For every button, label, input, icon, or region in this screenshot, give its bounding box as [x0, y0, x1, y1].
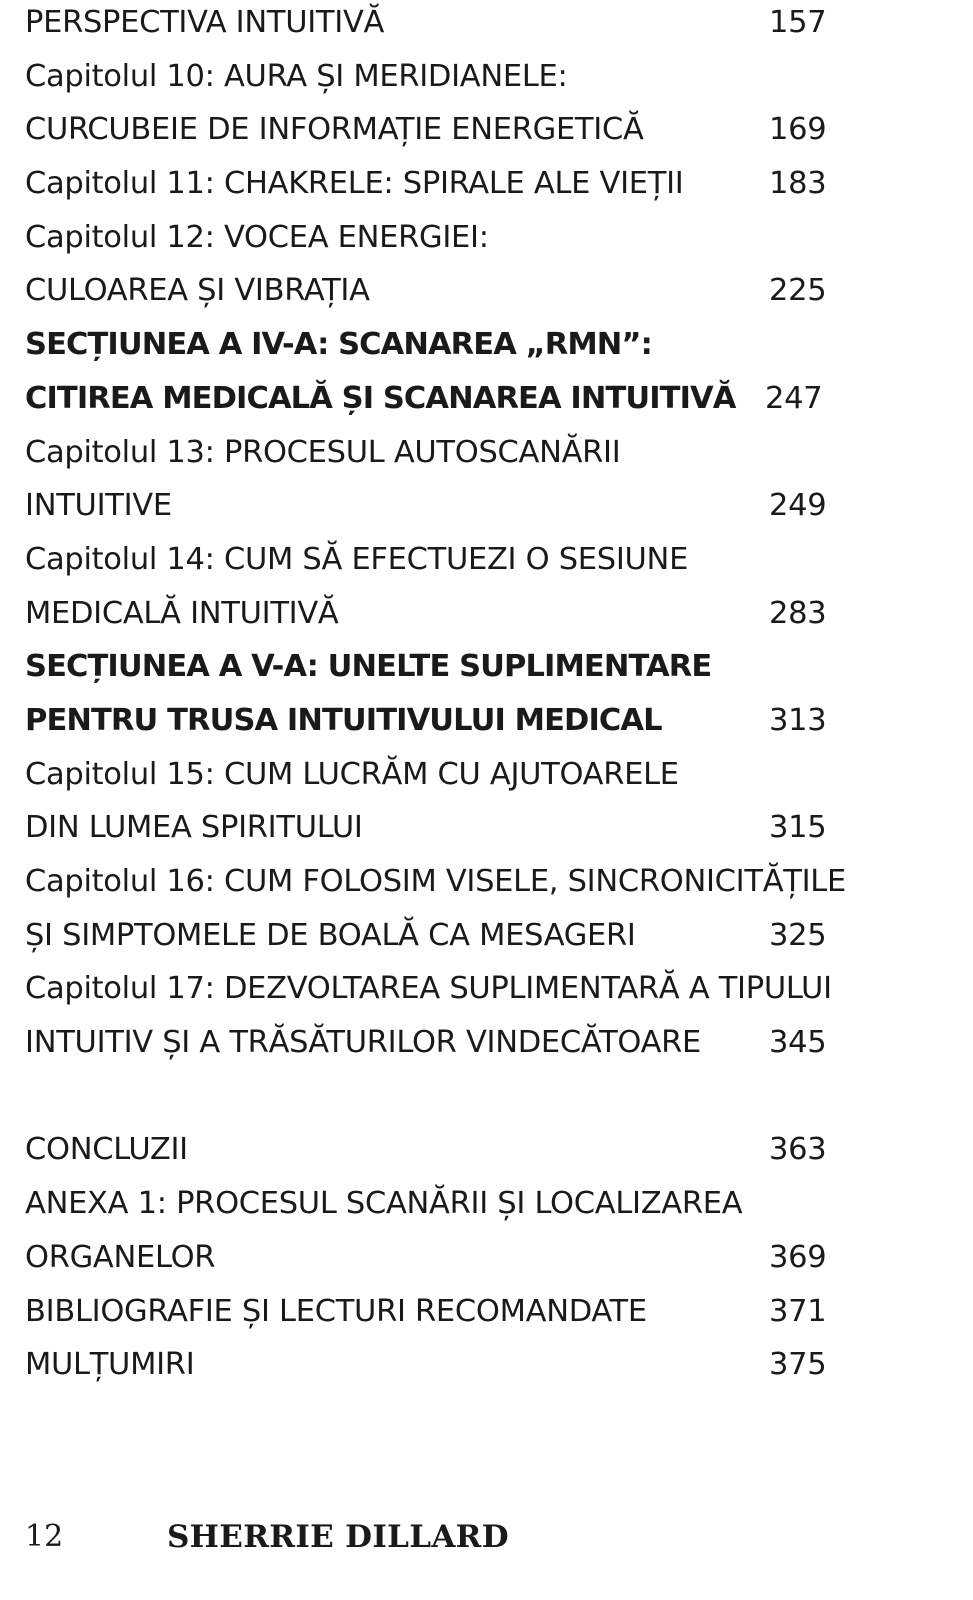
toc-entry-page: 371	[769, 1293, 827, 1329]
toc-entry	[25, 748, 945, 802]
toc-entry-title: Capitolul 11: CHAKRELE: SPIRALE ALE VIEȚII	[25, 166, 684, 202]
toc-entry-title: MEDICALĂ INTUITIVĂ	[25, 595, 339, 631]
toc-entry-page: 325	[769, 917, 827, 953]
table-of-contents	[25, 0, 945, 1392]
toc-entry	[25, 211, 945, 265]
toc-entry-page: 375	[769, 1347, 827, 1383]
toc-entry-title: Capitolul 10: AURA ȘI MERIDIANELE:	[25, 58, 568, 94]
toc-entry-page: 313	[769, 702, 827, 738]
toc-entry	[25, 1231, 945, 1285]
toc-entry-title: Capitolul 16: CUM FOLOSIM VISELE, SINCRONICITĂȚILE	[25, 864, 846, 899]
toc-spacer	[25, 1070, 945, 1124]
toc-entry	[25, 909, 945, 963]
toc-entry	[25, 50, 945, 104]
toc-entry-page: 369	[769, 1239, 827, 1275]
toc-entry-title: CURCUBEIE DE INFORMAȚIE ENERGETICĂ	[25, 112, 644, 148]
toc-entry-page: 225	[769, 273, 827, 309]
toc-entry-title: Capitolul 12: VOCEA ENERGIEI:	[25, 219, 489, 255]
toc-entry-title: DIN LUMEA SPIRITULUI	[25, 810, 363, 846]
toc-entry-page: 247	[765, 380, 823, 416]
toc-entry	[25, 1338, 945, 1392]
toc-entry-page: 183	[769, 166, 827, 202]
toc-entry-title: Capitolul 14: CUM SĂ EFECTUEZI O SESIUNE	[25, 541, 689, 577]
toc-entry-page: 345	[769, 1025, 827, 1061]
toc-section-heading	[25, 372, 945, 426]
toc-entry	[25, 0, 945, 50]
toc-section-title: SECȚIUNEA A V-A: UNELTE SUPLIMENTARE	[25, 649, 712, 685]
page-footer	[25, 1512, 925, 1562]
toc-entry	[25, 1123, 945, 1177]
toc-section-heading	[25, 318, 945, 372]
toc-section-heading	[25, 694, 945, 748]
toc-entry	[25, 1177, 945, 1231]
toc-entry	[25, 1285, 945, 1339]
toc-entry	[25, 962, 945, 1016]
toc-entry-title: Capitolul 17: DEZVOLTAREA SUPLIMENTARĂ A TIPULUI	[25, 971, 832, 1007]
toc-entry-title: CULOAREA ȘI VIBRAȚIA	[25, 273, 370, 309]
toc-section-heading	[25, 640, 945, 694]
toc-entry	[25, 855, 945, 909]
toc-entry-title: Capitolul 15: CUM LUCRĂM CU AJUTOARELE	[25, 756, 679, 792]
toc-entry-title: INTUITIV ȘI A TRĂSĂTURILOR VINDECĂTOARE	[25, 1025, 701, 1061]
toc-entry	[25, 1016, 945, 1070]
toc-entry-title: Capitolul 13: PROCESUL AUTOSCANĂRII	[25, 434, 621, 470]
toc-entry-page: 169	[769, 112, 827, 148]
toc-entry-title: ORGANELOR	[25, 1239, 216, 1275]
toc-entry	[25, 479, 945, 533]
toc-entry-title: MULȚUMIRI	[25, 1347, 195, 1383]
toc-entry-title: ANEXA 1: PROCESUL SCANĂRII ȘI LOCALIZAREA	[25, 1186, 743, 1222]
toc-entry	[25, 587, 945, 641]
toc-entry-title: ȘI SIMPTOMELE DE BOALĂ CA MESAGERI	[25, 917, 636, 953]
toc-entry-page: 363	[769, 1132, 827, 1168]
toc-entry-page: 157	[769, 5, 827, 40]
toc-section-title: SECȚIUNEA A IV-A: SCANAREA „RMN”:	[25, 327, 652, 363]
toc-entry-page: 249	[769, 488, 827, 524]
toc-entry-title: INTUITIVE	[25, 488, 172, 524]
toc-entry-title: CONCLUZII	[25, 1132, 188, 1168]
running-head-author: SHERRIE DILLARD	[167, 1519, 509, 1555]
toc-entry	[25, 103, 945, 157]
toc-section-title: CITIREA MEDICALĂ ȘI SCANAREA INTUITIVĂ	[25, 380, 736, 416]
toc-entry	[25, 426, 945, 480]
toc-entry	[25, 157, 945, 211]
toc-section-title: PENTRU TRUSA INTUITIVULUI MEDICAL	[25, 702, 662, 738]
toc-entry-title: PERSPECTIVA INTUITIVĂ	[25, 5, 385, 40]
toc-entry	[25, 533, 945, 587]
toc-entry-page: 283	[769, 595, 827, 631]
toc-entry	[25, 801, 945, 855]
page-number: 12	[25, 1519, 64, 1554]
toc-entry	[25, 264, 945, 318]
toc-entry-title: BIBLIOGRAFIE ȘI LECTURI RECOMANDATE	[25, 1293, 647, 1329]
toc-entry-page: 315	[769, 810, 827, 846]
